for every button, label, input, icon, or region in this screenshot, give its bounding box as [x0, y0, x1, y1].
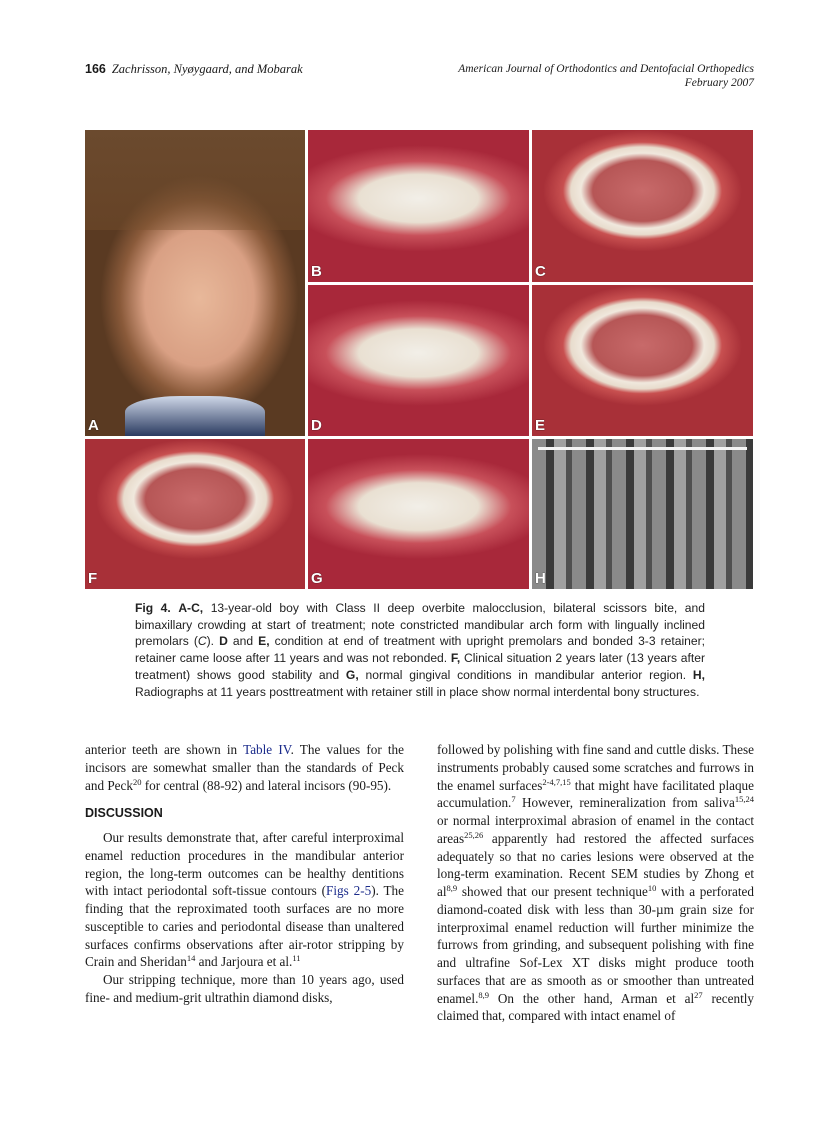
text-run: F, [450, 651, 461, 666]
running-header-left [85, 62, 303, 77]
panel-label: F [88, 570, 98, 587]
text-run: ). [206, 634, 220, 649]
paragraph [85, 829, 404, 971]
panel-label: E [535, 417, 546, 434]
text-run: and [227, 634, 259, 649]
text-run: apparently had restored the affected surfaces adequately so that no caries lesions were observed at the long-term examination. Recent SEM studies by Zhong et al [437, 830, 754, 899]
running-header-right [458, 62, 754, 90]
text-run: followed by polishing with fine sand and cuttle disks. These instruments probably caused some scratches and furrows in the enamel surfaces [437, 742, 754, 793]
panel-label: A [88, 417, 99, 434]
text-run: showed that our present technique [457, 884, 648, 899]
section-heading-discussion: DISCUSSION [85, 806, 163, 821]
text-run: that might have facilitated plaque accumulation. [437, 777, 754, 811]
citation-superscript: 25,26 [464, 829, 484, 840]
panel-label: D [311, 417, 322, 434]
figure-4 [85, 130, 753, 589]
text-run: On the other hand, Arman et al [489, 990, 695, 1006]
text-run: Fig 4. [135, 601, 171, 615]
citation-superscript: 14 [186, 953, 196, 964]
left-column [85, 741, 404, 1007]
text-run: Our results demonstrate that, after careful interproximal enamel reduction procedures in the mandibular anterior region, the long-term outcomes can be healthy dentitions with intact periodontal soft-tissue contours ( [85, 830, 404, 899]
paragraph [85, 971, 404, 1007]
panel-f-occlusal-arch [85, 439, 305, 589]
panel-d-frontal-teeth [308, 285, 529, 436]
citation-superscript: 11 [292, 953, 301, 964]
panel-c-occlusal-arch [532, 130, 753, 282]
citation-superscript: 8,9 [446, 883, 458, 893]
issue-date: February 2007 [684, 77, 754, 89]
text-run: normal gingival conditions in mandibular anterior region. [358, 667, 693, 682]
citation-superscript: 15,24 [734, 794, 754, 805]
panel-label: B [311, 263, 322, 280]
panel-label: G [311, 570, 323, 587]
panel-e-occlusal-arch [532, 285, 753, 436]
text-run: 13-year-old boy with Class II deep overbite malocclusion, bilateral scissors bite, and bimaxillary crowding at start of treatment; note constricted mandibular arch form with lingually inclined premolars ( [135, 601, 705, 649]
text-run: Our stripping technique, more than 10 years ago, used fine- and medium-grit ultrathin diamond disks, [85, 972, 404, 1005]
panel-g-frontal-teeth [308, 439, 529, 589]
text-run: D [219, 634, 228, 649]
text-run: for central (88-92) and lateral incisors (90-95). [141, 777, 392, 793]
text-run: C [197, 634, 207, 649]
text-run: condition at end of treatment with upright premolars and bonded 3-3 retainer; retainer came loose after 11 years and was not rebonded. [135, 634, 706, 666]
cross-reference-link[interactable]: Table IV [243, 742, 291, 757]
text-run: recently claimed that, compared with intact enamel of [437, 990, 754, 1024]
right-column [437, 741, 754, 1025]
citation-superscript: 27 [694, 989, 703, 1000]
text-run: Clinical situation 2 years later (13 years after treatment) shows good stability and [135, 651, 705, 682]
text-run: and Jarjoura et al. [195, 954, 293, 970]
panel-h-radiograph [532, 439, 753, 589]
text-run: H, [692, 667, 705, 682]
text-run: Radiographs at 11 years posttreatment with retainer still in place show normal interdental bony structures. [135, 684, 700, 699]
citation-superscript: 7 [511, 794, 516, 805]
text-run: . The values for the incisors are somewhat smaller than the standards of Peck and Peck [85, 742, 405, 793]
citation-superscript: 20 [132, 776, 142, 787]
text-run: ). The finding that the reproximated tooth surfaces are no more susceptible to caries and periodontal disease than unaltered surfaces confirms observations after air-rotor stripping by Crain and Sheridan [85, 883, 404, 970]
panel-label: H [535, 570, 546, 587]
text-run: E, [258, 634, 270, 649]
paragraph [85, 741, 404, 794]
citation-superscript: 10 [647, 883, 657, 893]
cross-reference-link[interactable]: Figs 2-5 [326, 883, 372, 899]
text-run: anterior teeth are shown in [85, 742, 244, 757]
journal-title: American Journal of Orthodontics and Dentofacial Orthopedics [458, 63, 754, 75]
panel-a-portrait [85, 130, 305, 436]
citation-superscript: 8,9 [478, 989, 489, 1000]
page-number: 166 [85, 62, 106, 76]
figure-caption [135, 600, 705, 700]
panel-b-frontal-teeth [308, 130, 529, 282]
panel-label: C [535, 263, 546, 280]
text-run: G, [345, 667, 359, 682]
text-run: However, remineralization from saliva [515, 795, 735, 811]
text-run: or normal interproximal abrasion of enamel in the contact areas [437, 813, 754, 846]
paragraph [437, 741, 754, 1025]
text-run: A-C, [178, 601, 204, 615]
citation-superscript: 2-4,7,15 [542, 776, 571, 787]
text-run: with a perforated diamond-coated disk with less than 30-µm grain size for interproximal enamel reduction will further minimize the furrows from grinding, and subsequent polishing with fine and ultrafine Sof-Lex XT disks might produce tooth surfaces that are as smooth as or smoother than untreated enamel. [437, 884, 754, 1006]
authors: Zachrisson, Nyøygaard, and Mobarak [111, 62, 303, 76]
